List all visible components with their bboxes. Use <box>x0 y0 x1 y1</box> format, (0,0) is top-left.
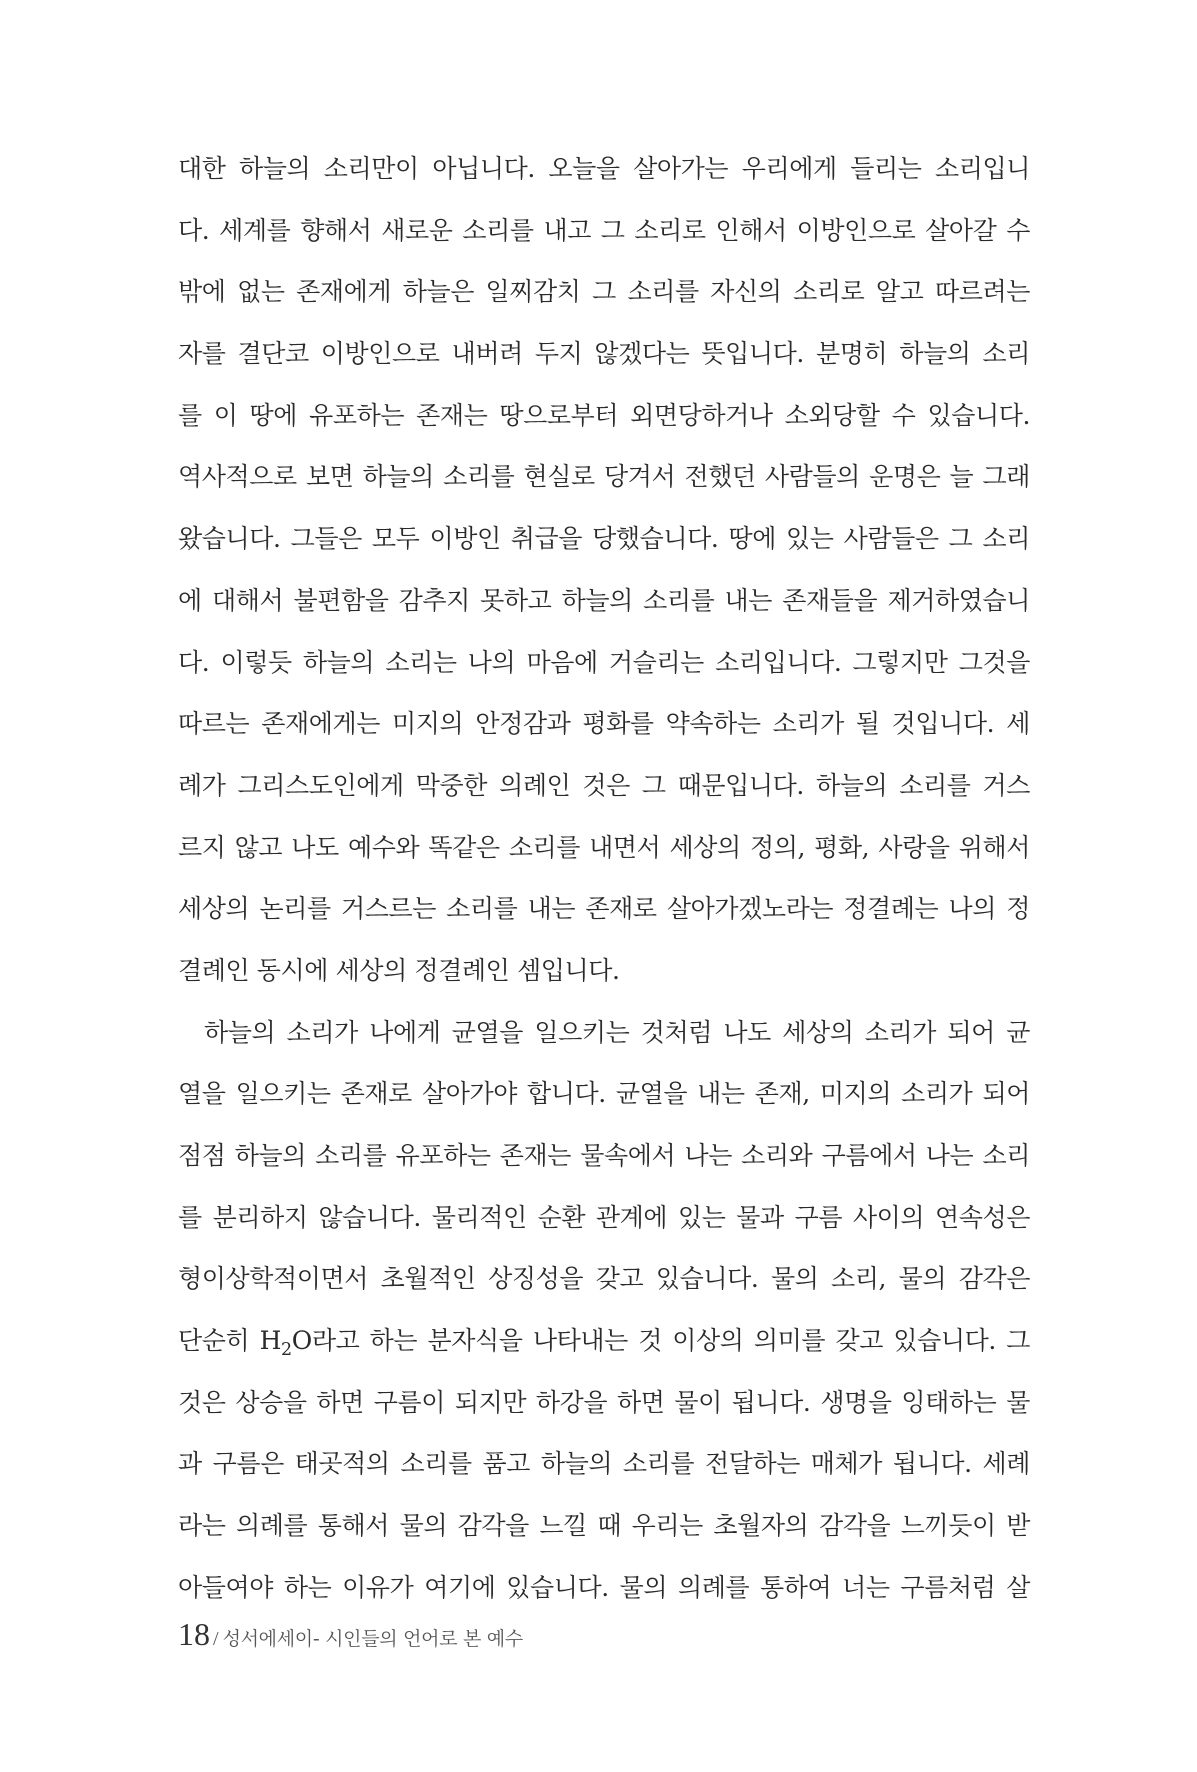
text-line: 라는 의례를 통해서 물의 감각을 느낄 때 우리는 초월자의 감각을 느끼듯이 받 <box>178 1511 1030 1541</box>
text-line: 밖에 없는 존재에게 하늘은 일찌감치 그 소리를 자신의 소리로 알고 따르려는 <box>178 277 1030 307</box>
book-title: 성서에세이- 시인들의 언어로 본 예수 <box>222 1628 523 1650</box>
page-number: 18 <box>178 1616 210 1652</box>
text-line: 자를 결단코 이방인으로 내버려 두지 않겠다는 뜻입니다. 분명히 하늘의 소리 <box>178 339 1030 369</box>
text-line: 열을 일으키는 존재로 살아가야 합니다. 균열을 내는 존재, 미지의 소리가 되어 <box>178 1079 1030 1109</box>
text-line: 역사적으로 보면 하늘의 소리를 현실로 당겨서 전했던 사람들의 운명은 늘 그래 <box>178 462 1030 492</box>
paragraph-end-line: 결례인 동시에 세상의 정결례인 셈입니다. <box>178 955 620 985</box>
text-line: 과 구름은 태곳적의 소리를 품고 하늘의 소리를 전달하는 매체가 됩니다. 세례 <box>178 1449 1030 1479</box>
page-footer <box>178 1616 523 1656</box>
text-line: 세상의 논리를 거스르는 소리를 내는 존재로 살아가겠노라는 정결례는 나의 정 <box>178 894 1030 924</box>
text-line: 왔습니다. 그들은 모두 이방인 취급을 당했습니다. 땅에 있는 사람들은 그 소리 <box>178 524 1030 554</box>
text-line: 다. 이렇듯 하늘의 소리는 나의 마음에 거슬리는 소리입니다. 그렇지만 그것을 <box>178 647 1030 677</box>
body-text <box>178 138 1030 1619</box>
formula-subscript: 2 <box>281 1340 292 1361</box>
text-line: 형이상학적이면서 초월적인 상징성을 갖고 있습니다. 물의 소리, 물의 감각은 <box>178 1264 1030 1294</box>
text-line: 것은 상승을 하면 구름이 되지만 하강을 하면 물이 됩니다. 생명을 잉태하는 물 <box>178 1387 1030 1417</box>
text-line: 를 이 땅에 유포하는 존재는 땅으로부터 외면당하거나 소외당할 수 있습니다. <box>178 400 1030 430</box>
text-line: 대한 하늘의 소리만이 아닙니다. 오늘을 살아가는 우리에게 들리는 소리입니 <box>178 154 1030 183</box>
text-line: 르지 않고 나도 예수와 똑같은 소리를 내면서 세상의 정의, 평화, 사랑을 위해서 <box>178 832 1030 862</box>
formula-pre-text: 단순히 H <box>178 1326 281 1356</box>
formula-post-text: O라고 하는 분자식을 나타내는 것 이상의 의미를 갖고 있습니다. 그 <box>291 1326 1030 1356</box>
text-line: 에 대해서 불편함을 감추지 못하고 하늘의 소리를 내는 존재들을 제거하였습니 <box>178 585 1030 615</box>
text-line: 를 분리하지 않습니다. 물리적인 순환 관계에 있는 물과 구름 사이의 연속성은 <box>178 1202 1030 1232</box>
text-line: 따르는 존재에게는 미지의 안정감과 평화를 약속하는 소리가 될 것입니다. 세 <box>178 709 1030 739</box>
text-line: 례가 그리스도인에게 막중한 의례인 것은 그 때문입니다. 하늘의 소리를 거스 <box>178 770 1030 800</box>
footer-separator: / <box>213 1628 219 1650</box>
text-line: 다. 세계를 향해서 새로운 소리를 내고 그 소리로 인해서 이방인으로 살아갈 수 <box>178 215 1030 245</box>
text-line-with-formula <box>178 1310 1030 1372</box>
text-line: 아들여야 하는 이유가 여기에 있습니다. 물의 의례를 통하여 너는 구름처럼 살 <box>178 1572 1030 1602</box>
text-line: 점점 하늘의 소리를 유포하는 존재는 물속에서 나는 소리와 구름에서 나는 소리 <box>178 1141 1030 1170</box>
paragraph-start-line: 하늘의 소리가 나에게 균열을 일으키는 것처럼 나도 세상의 소리가 되어 균 <box>204 1017 1030 1047</box>
